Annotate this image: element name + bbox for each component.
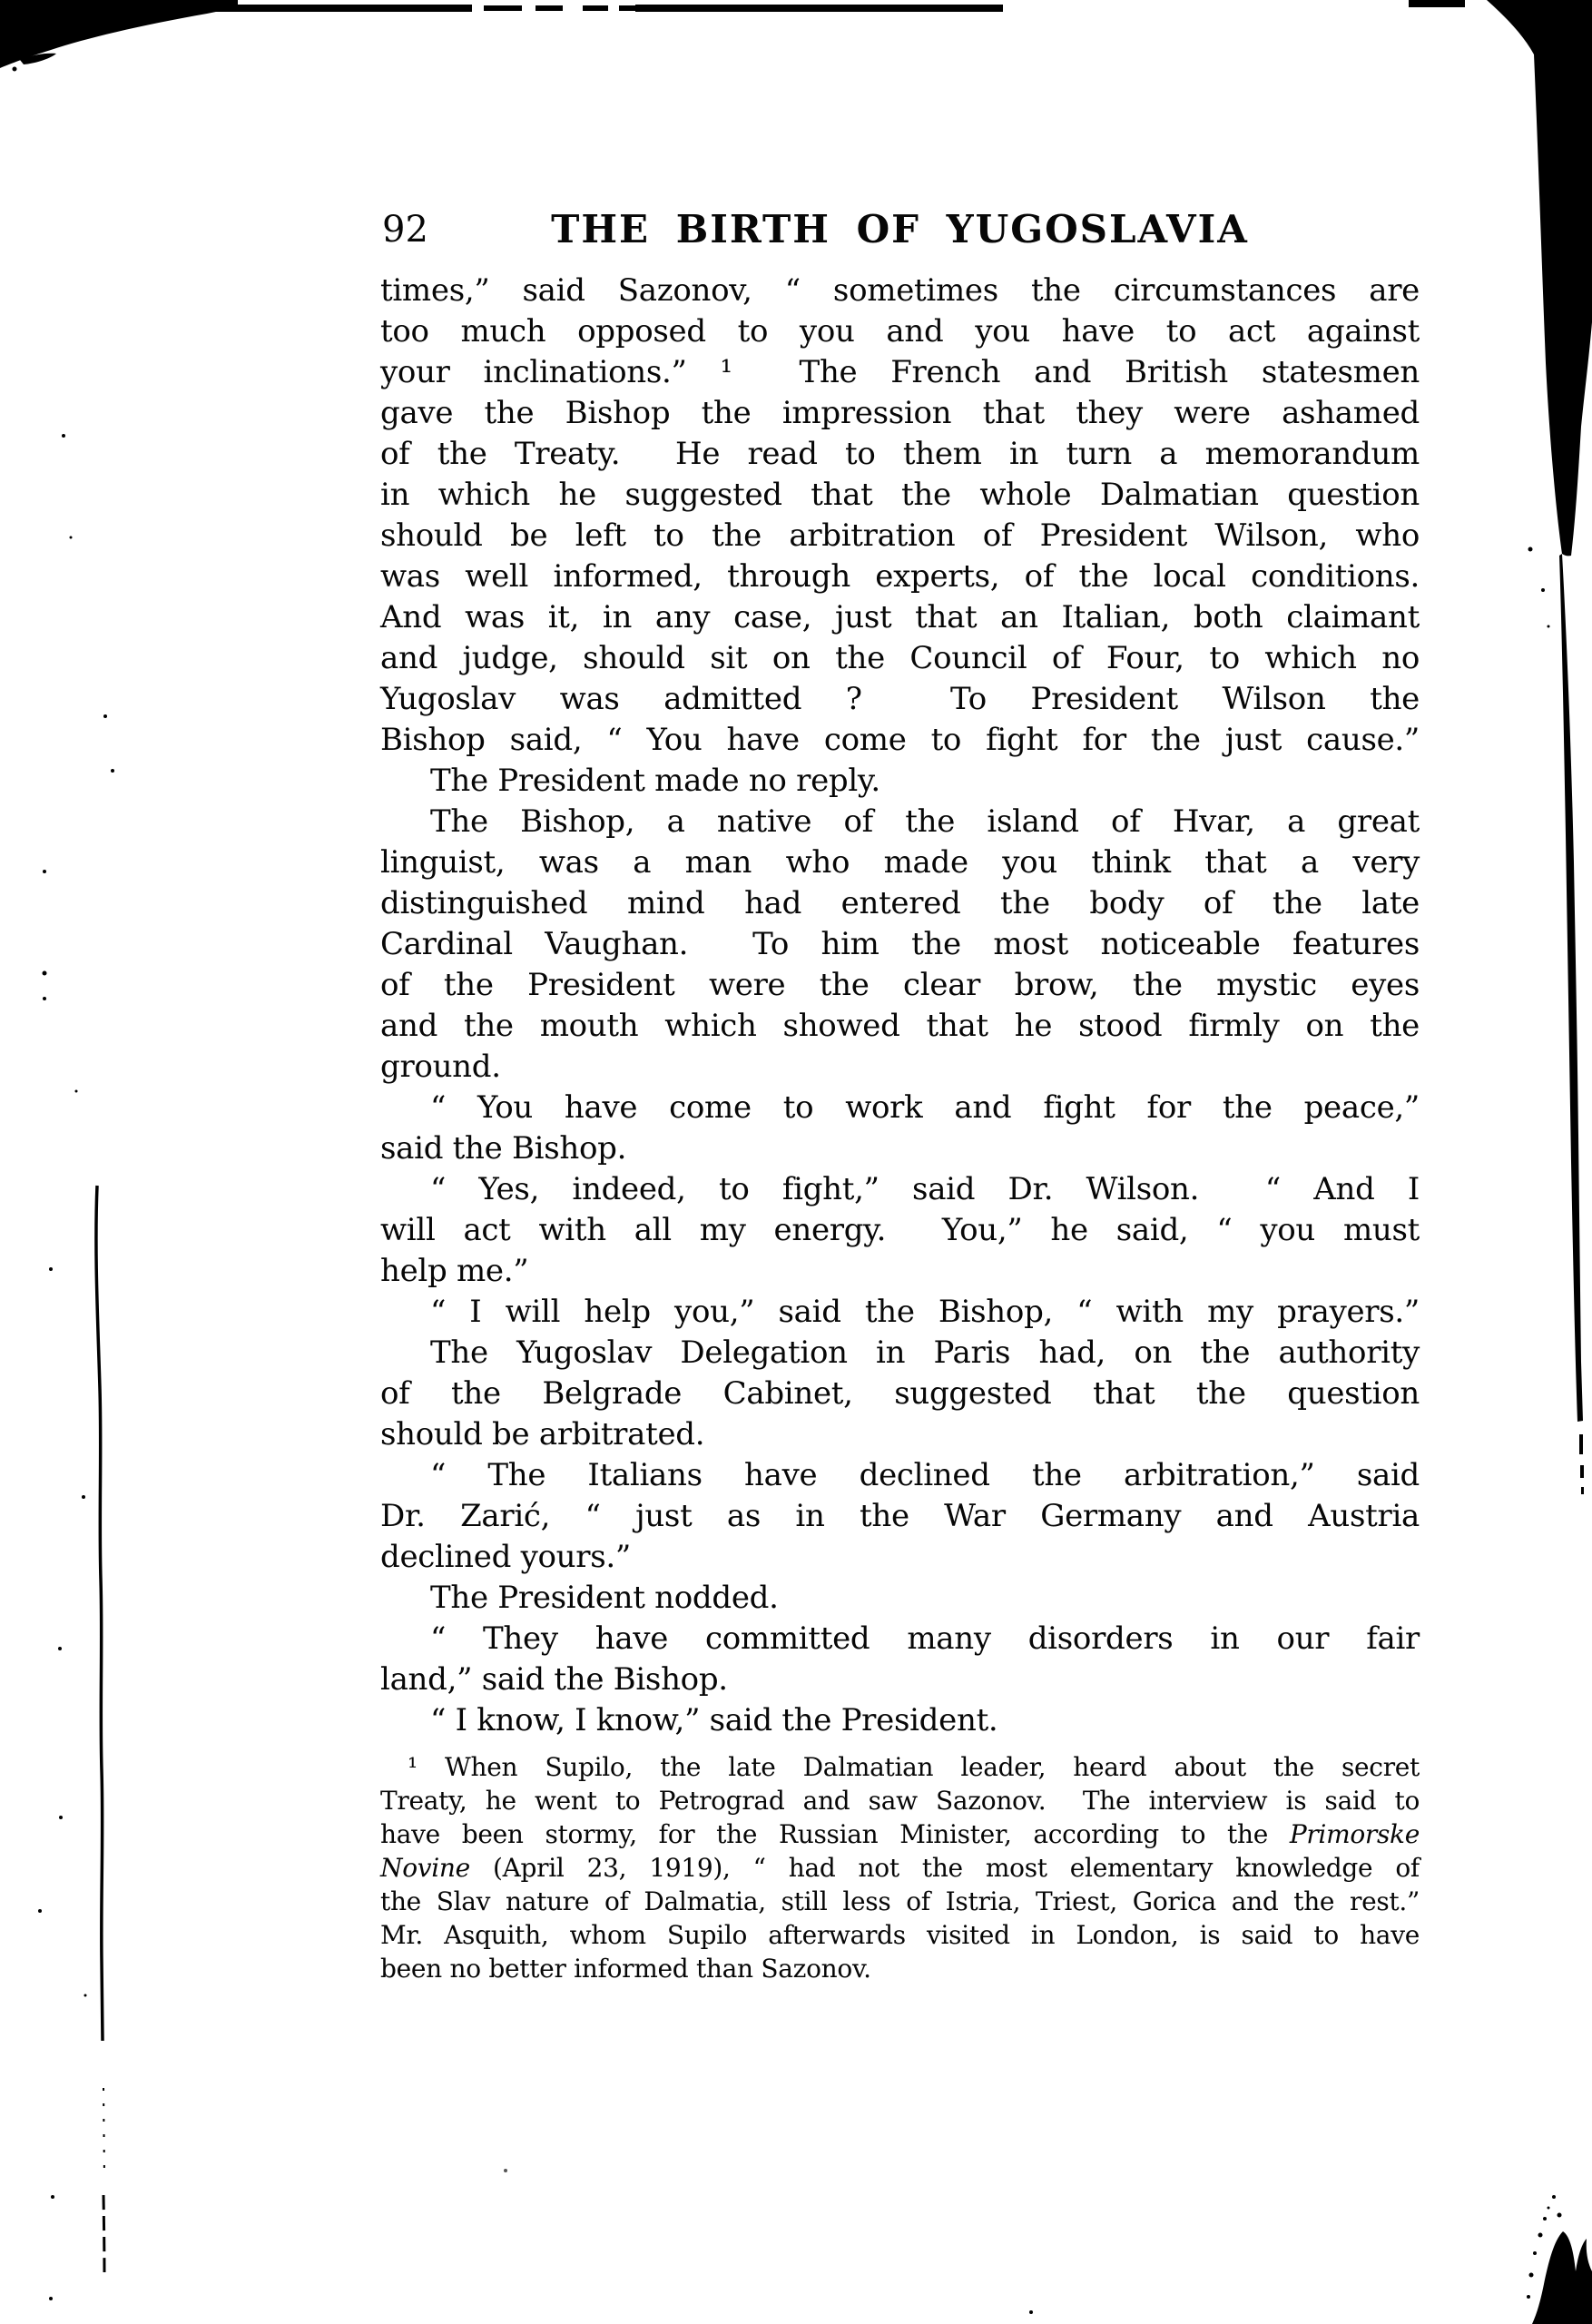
body-line: land,” said the Bishop. bbox=[380, 1661, 728, 1698]
footnote-line: been no better informed than Sazonov. bbox=[380, 1954, 871, 1984]
body-line: of the President were the clear brow, the mystic eyes bbox=[380, 967, 1420, 1003]
paragraph bbox=[380, 1578, 1420, 1619]
paragraph bbox=[380, 802, 1420, 1088]
body-line: your inclinations.” ¹ The French and British statesmen bbox=[380, 354, 1420, 390]
page-number: 92 bbox=[382, 209, 428, 251]
paragraph bbox=[380, 1292, 1420, 1333]
paragraph bbox=[380, 1088, 1420, 1169]
body-line: should be left to the arbitration of President Wilson, who bbox=[380, 517, 1420, 554]
body-line: should be arbitrated. bbox=[380, 1416, 705, 1452]
body-text bbox=[380, 271, 1420, 1741]
body-line: The Yugoslav Delegation in Paris had, on the authority bbox=[430, 1334, 1420, 1371]
body-line: “ The Italians have declined the arbitration,” said bbox=[430, 1457, 1420, 1493]
top-left-ink-wedge bbox=[0, 0, 238, 72]
body-line: and judge, should sit on the Council of Four, to which no bbox=[380, 640, 1420, 676]
body-line: will act with all my energy. You,” he said, “ you must bbox=[380, 1212, 1420, 1248]
body-line: and the mouth which showed that he stood firmly on the bbox=[380, 1008, 1420, 1044]
body-line: And was it, in any case, just that an Italian, both claimant bbox=[380, 599, 1420, 635]
page-header bbox=[380, 207, 1420, 252]
footnote-italic-text: Primorske bbox=[1289, 1819, 1420, 1849]
paragraph bbox=[380, 1700, 1420, 1741]
body-line: said the Bishop. bbox=[380, 1130, 627, 1167]
body-line: ground. bbox=[380, 1049, 501, 1085]
footnote-line: the Slav nature of Dalmatia, still less of Istria, Triest, Gorica and the rest.” bbox=[380, 1886, 1420, 1916]
body-line: of the Belgrade Cabinet, suggested that the question bbox=[380, 1375, 1420, 1412]
body-line: Dr. Zarić, “ just as in the War Germany and Austria bbox=[380, 1498, 1420, 1534]
body-line: The President made no reply. bbox=[430, 763, 880, 799]
footnote-line: Treaty, he went to Petrograd and saw Sazonov. The interview is said to bbox=[380, 1786, 1420, 1816]
body-line: “ I know, I know,” said the President. bbox=[430, 1702, 998, 1738]
body-line: help me.” bbox=[380, 1253, 529, 1289]
paragraph bbox=[380, 1169, 1420, 1292]
body-line: of the Treaty. He read to them in turn a memorandum bbox=[380, 436, 1420, 472]
body-line: “ You have come to work and fight for the peace,” bbox=[430, 1089, 1420, 1126]
paragraph bbox=[380, 761, 1420, 802]
body-line: “ Yes, indeed, to fight,” said Dr. Wilson. “ And I bbox=[430, 1171, 1420, 1207]
body-line: gave the Bishop the impression that they were ashamed bbox=[380, 395, 1420, 431]
body-line: “ They have committed many disorders in our fair bbox=[430, 1620, 1420, 1657]
footnote bbox=[380, 1750, 1420, 1985]
paragraph bbox=[380, 1455, 1420, 1578]
footnote-line: Mr. Asquith, whom Supilo afterwards visited in London, is said to have bbox=[380, 1920, 1420, 1950]
body-line: declined yours.” bbox=[380, 1539, 631, 1575]
body-line: too much opposed to you and you have to act against bbox=[380, 313, 1420, 350]
body-line: times,” said Sazonov, “ sometimes the circumstances are bbox=[380, 272, 1420, 309]
top-edge-line bbox=[0, 0, 1465, 12]
footnote-line: ¹ When Supilo, the late Dalmatian leader, heard about the secret bbox=[408, 1752, 1420, 1782]
left-margin-pen-line bbox=[96, 1186, 104, 2279]
footnote-text: (April 23, 1919), “ had not the most elementary knowledge of bbox=[469, 1853, 1420, 1883]
body-line: linguist, was a man who made you think that a very bbox=[380, 844, 1420, 881]
footnote-text: have been stormy, for the Russian Minister, according to the bbox=[380, 1819, 1290, 1849]
body-line: “ I will help you,” said the Bishop, “ with my prayers.” bbox=[430, 1294, 1420, 1330]
body-line: The Bishop, a native of the island of Hvar, a great bbox=[430, 803, 1420, 840]
bottom-right-ink-blob bbox=[1527, 2195, 1592, 2324]
body-line: Cardinal Vaughan. To him the most noticeable features bbox=[380, 926, 1420, 962]
body-line: Yugoslav was admitted ? To President Wilson the bbox=[380, 681, 1420, 717]
body-line: in which he suggested that the whole Dalmatian question bbox=[380, 477, 1420, 513]
running-title: THE BIRTH OF YUGOSLAVIA bbox=[551, 207, 1249, 251]
footnote-italic-text: Novine bbox=[380, 1853, 470, 1883]
paragraph bbox=[380, 1333, 1420, 1455]
footnote-line bbox=[380, 1817, 1420, 1851]
body-line: distinguished mind had entered the body of the late bbox=[380, 885, 1420, 921]
top-right-ink-blob bbox=[1487, 0, 1592, 1494]
paragraph bbox=[380, 1619, 1420, 1700]
body-line: The President nodded. bbox=[430, 1580, 779, 1616]
body-line: Bishop said, “ You have come to fight for the just cause.” bbox=[380, 722, 1420, 758]
paragraph bbox=[380, 271, 1420, 761]
footnote-line bbox=[380, 1851, 1420, 1885]
body-line: was well informed, through experts, of the local conditions. bbox=[380, 558, 1420, 595]
